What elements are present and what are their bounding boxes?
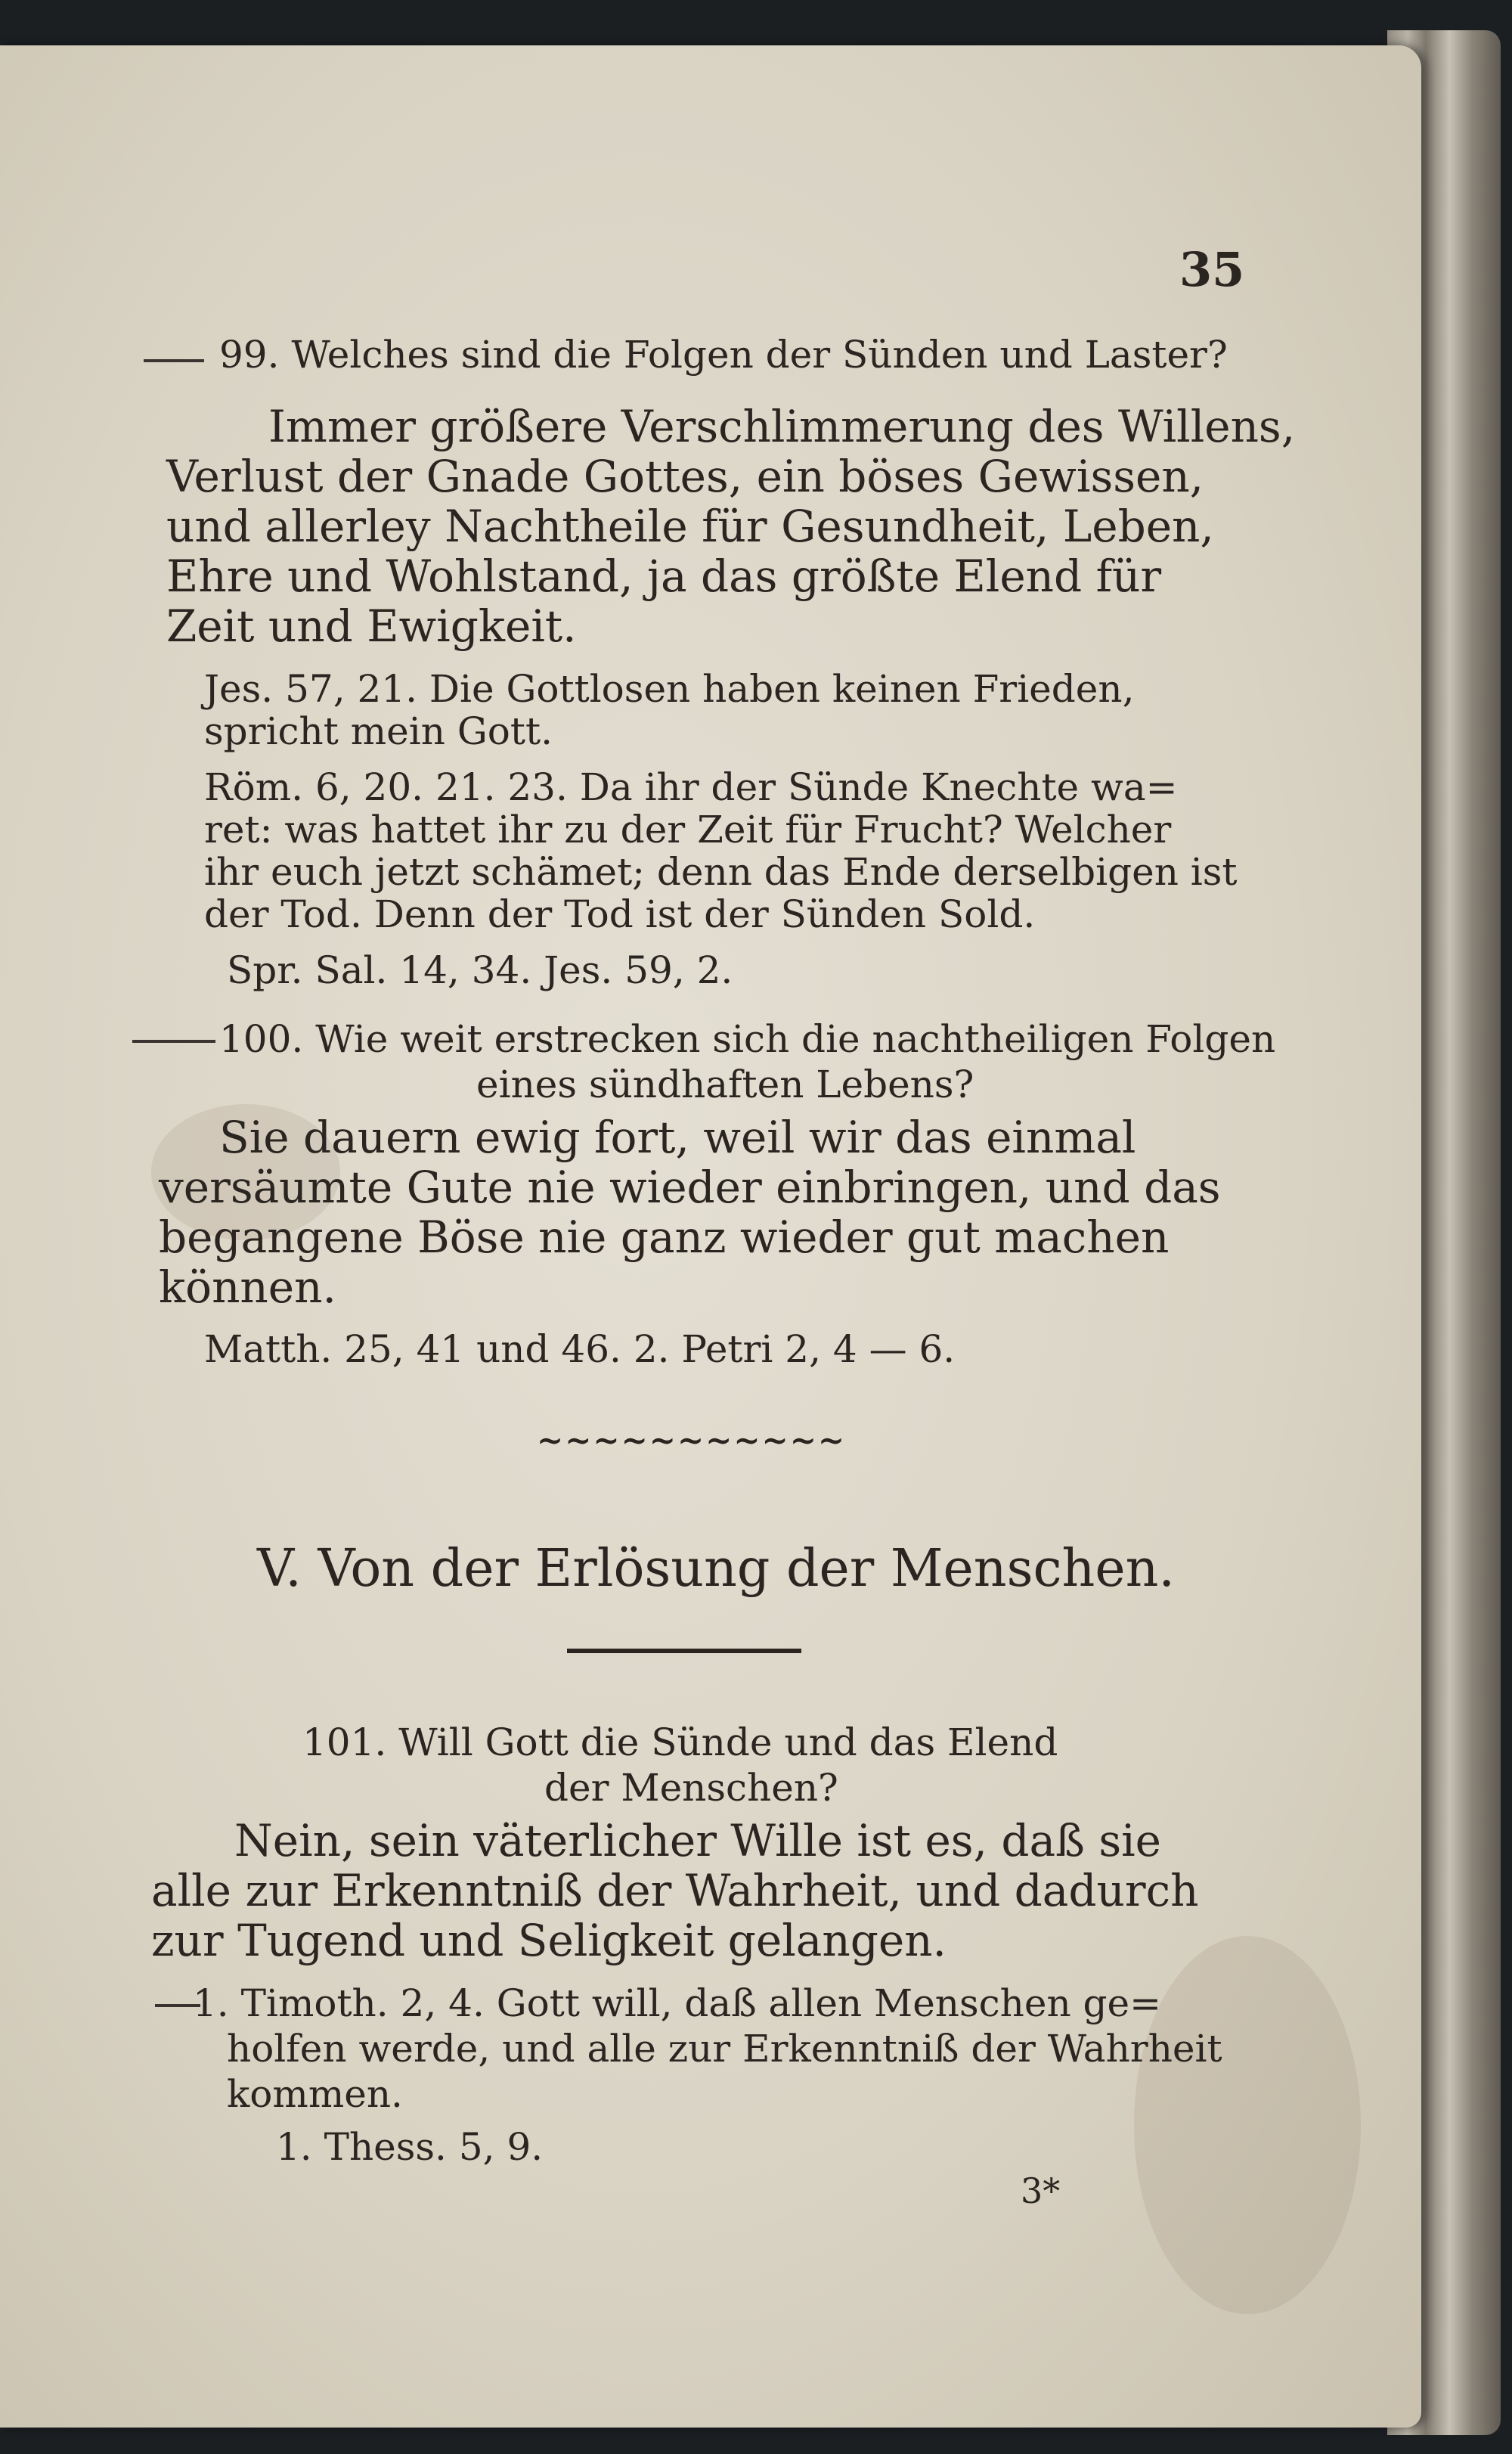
signature-mark: 3* [1021, 2170, 1061, 2211]
answer-line: alle zur Erkenntniß der Wahrheit, und dadurch [151, 1865, 1199, 1916]
answer-line: begangene Böse nie ganz wieder gut machen [159, 1211, 1170, 1263]
question-text: Will Gott die Sünde und das Elend [398, 1720, 1058, 1764]
question-text: Wie weit erstrecken sich die nachtheiligen Folgen [315, 1017, 1276, 1061]
answer-line: können. [159, 1261, 336, 1313]
citation-line: 1. Timoth. 2, 4. Gott will, daß allen Menschen ge= [193, 1981, 1162, 2025]
question-text: Welches sind die Folgen der Sünden und Laster? [291, 333, 1228, 377]
heading-rule [567, 1649, 801, 1653]
question-100-line1 [219, 1017, 1275, 1061]
answer-line: Ehre und Wohlstand, ja das größte Elend für [166, 551, 1162, 602]
citation-line: 1. Thess. 5, 9. [276, 2125, 544, 2169]
answer-line: zur Tugend und Seligkeit gelangen. [151, 1915, 947, 1966]
citation-line: Röm. 6, 20. 21. 23. Da ihr der Sünde Knechte wa= [204, 765, 1178, 809]
citation-line: ihr euch jetzt schämet; denn das Ende derselbigen ist [204, 850, 1238, 894]
question-100-line2: eines sündhaften Lebens? [476, 1063, 974, 1106]
answer-line: und allerley Nachtheile für Gesundheit, Leben, [166, 501, 1214, 552]
answer-line: versäumte Gute nie wieder einbringen, und das [159, 1162, 1221, 1213]
citation-line: Matth. 25, 41 und 46. 2. Petri 2, 4 — 6. [204, 1327, 956, 1371]
question-101-line1 [302, 1720, 1058, 1764]
answer-line: Verlust der Gnade Gottes, ein böses Gewissen, [166, 451, 1204, 502]
citation-line: Spr. Sal. 14, 34. Jes. 59, 2. [227, 948, 733, 992]
question-number: 100. [219, 1017, 304, 1061]
citation-line: spricht mein Gott. [204, 709, 553, 753]
question-99 [219, 333, 1228, 377]
citation-line: kommen. [227, 2072, 403, 2116]
citation-line: der Tod. Denn der Tod ist der Sünden Sold. [204, 892, 1036, 936]
citation-line: ret: was hattet ihr zu der Zeit für Frucht? Welcher [204, 808, 1172, 852]
answer-line: Sie dauern ewig fort, weil wir das einmal [219, 1112, 1136, 1163]
pencil-mark [144, 359, 204, 362]
page-number: 35 [1179, 242, 1245, 297]
citation-line: holfen werde, und alle zur Erkenntniß der Wahrheit [227, 2027, 1222, 2071]
section-heading: V. Von der Erlösung der Menschen. [257, 1539, 1176, 1599]
answer-line: Immer größere Verschlimmerung des Willens, [268, 401, 1296, 452]
question-number: 99. [219, 333, 280, 377]
question-number: 101. [302, 1720, 387, 1764]
pencil-mark [132, 1040, 215, 1043]
citation-line: Jes. 57, 21. Die Gottlosen haben keinen Frieden, [204, 667, 1135, 711]
answer-line: Nein, sein väterlicher Wille ist es, daß sie [234, 1815, 1161, 1866]
question-101-line2: der Menschen? [544, 1766, 838, 1810]
ornament-divider: ~~~~~~~~~~~ [537, 1422, 847, 1459]
answer-line: Zeit und Ewigkeit. [166, 600, 577, 652]
